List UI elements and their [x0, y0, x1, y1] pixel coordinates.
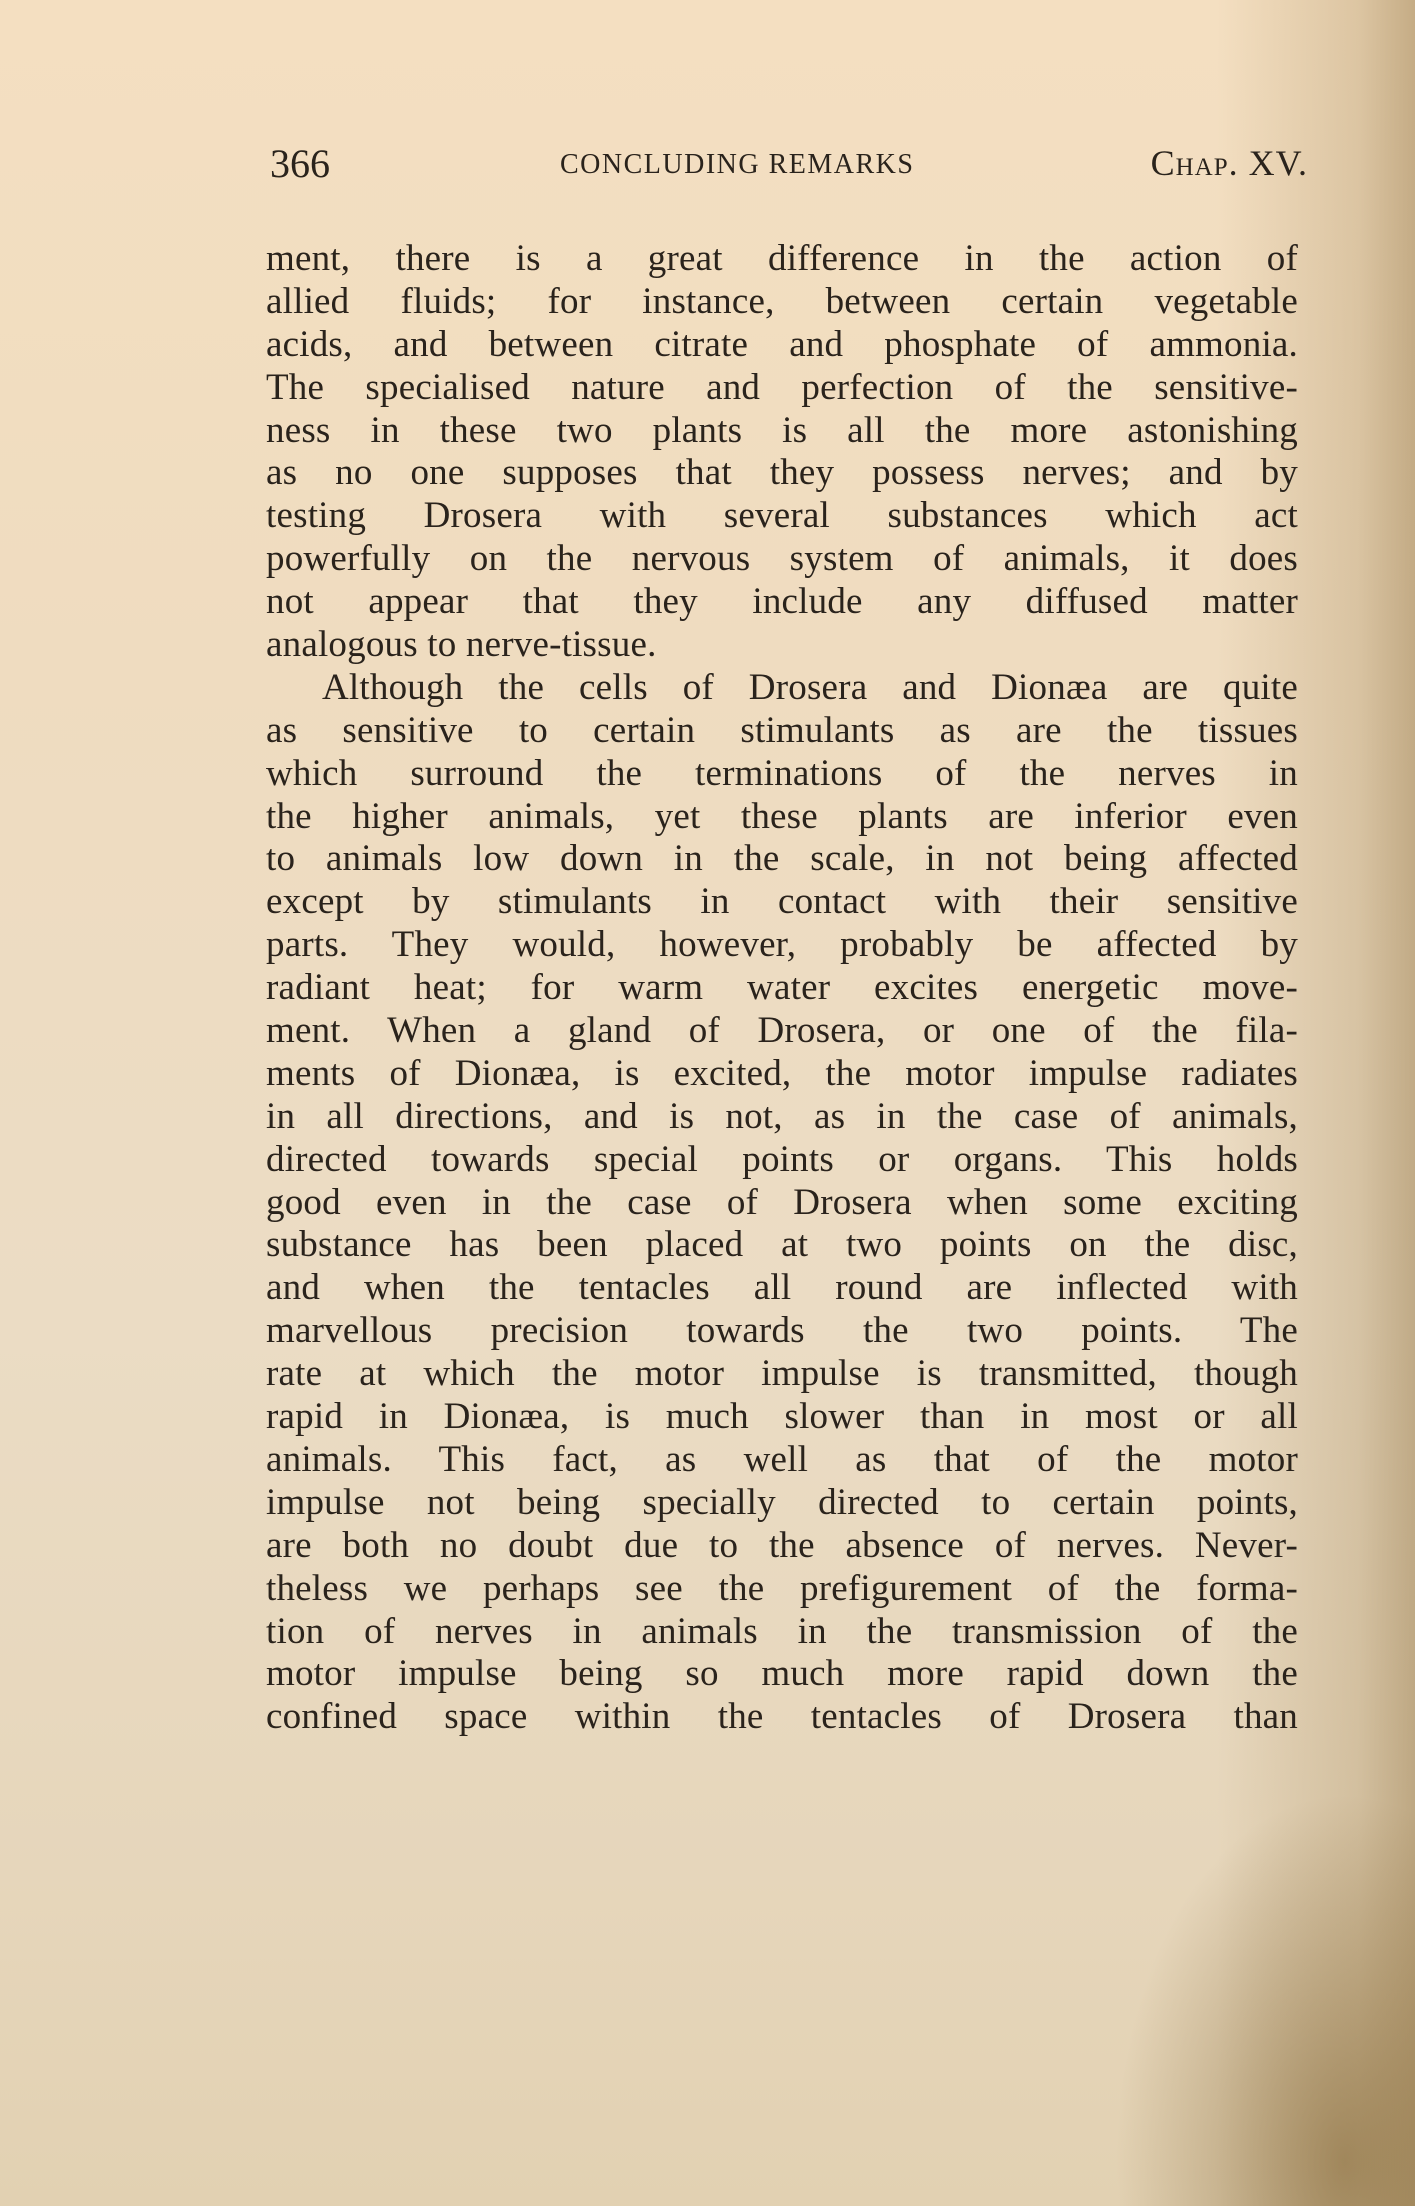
text-line: as sensitive to certain stimulants as are the tissues	[266, 709, 1298, 751]
text-line: rapid in Dionæa, is much slower than in most or all	[266, 1396, 1298, 1438]
text-line: radiant heat; for warm water excites energetic move-	[266, 967, 1298, 1009]
text-line: ments of Dionæa, is excited, the motor impulse radiates	[266, 1052, 1298, 1094]
body-text	[266, 238, 1298, 1739]
text-line: except by stimulants in contact with their sensitive	[266, 881, 1298, 923]
text-line: and when the tentacles all round are inflected with	[266, 1267, 1298, 1309]
text-line: good even in the case of Drosera when some exciting	[266, 1181, 1298, 1223]
text-line: are both no doubt due to the absence of nerves. Never-	[266, 1524, 1298, 1566]
text-line: to animals low down in the scale, in not being affected	[266, 838, 1298, 880]
chapter-label: Chap. XV.	[1150, 143, 1308, 183]
page-number: 366	[270, 141, 330, 186]
text-line: allied fluids; for instance, between certain vegetable	[266, 280, 1298, 322]
text-line: in all directions, and is not, as in the case of animals,	[266, 1095, 1298, 1137]
text-line: substance has been placed at two points on the disc,	[266, 1224, 1298, 1266]
text-line: acids, and between citrate and phosphate of ammonia.	[266, 323, 1298, 365]
text-line: the higher animals, yet these plants are inferior even	[266, 795, 1298, 837]
text-line: as no one supposes that they possess nerves; and by	[266, 452, 1298, 494]
text-line: The specialised nature and perfection of the sensitive-	[266, 366, 1298, 408]
text-line: powerfully on the nervous system of animals, it does	[266, 538, 1298, 580]
text-line: ment. When a gland of Drosera, or one of the fila-	[266, 1010, 1298, 1052]
text-line: theless we perhaps see the prefigurement of the forma-	[266, 1567, 1298, 1609]
text-line: impulse not being specially directed to certain points,	[266, 1481, 1298, 1523]
text-line: parts. They would, however, probably be affected by	[266, 924, 1298, 966]
text-line: which surround the terminations of the nerves in	[266, 752, 1298, 794]
text-line: analogous to nerve-tissue.	[266, 624, 657, 666]
text-line: animals. This fact, as well as that of the motor	[266, 1438, 1298, 1480]
text-line: confined space within the tentacles of Drosera than	[266, 1696, 1298, 1738]
text-line: ness in these two plants is all the more astonishing	[266, 409, 1298, 451]
running-title: CONCLUDING REMARKS	[560, 149, 915, 180]
text-line: testing Drosera with several substances which act	[266, 495, 1298, 537]
text-line: tion of nerves in animals in the transmission of the	[266, 1610, 1298, 1652]
paragraph-start-line: Although the cells of Drosera and Dionæa are quite	[322, 666, 1298, 708]
text-line: ment, there is a great difference in the action of	[266, 238, 1298, 279]
text-line: rate at which the motor impulse is transmitted, though	[266, 1353, 1298, 1395]
running-header	[270, 140, 1308, 190]
text-line: marvellous precision towards the two points. The	[266, 1310, 1298, 1352]
text-line: not appear that they include any diffused matter	[266, 581, 1298, 623]
text-line: motor impulse being so much more rapid down the	[266, 1653, 1298, 1695]
text-line: directed towards special points or organs. This holds	[266, 1138, 1298, 1180]
